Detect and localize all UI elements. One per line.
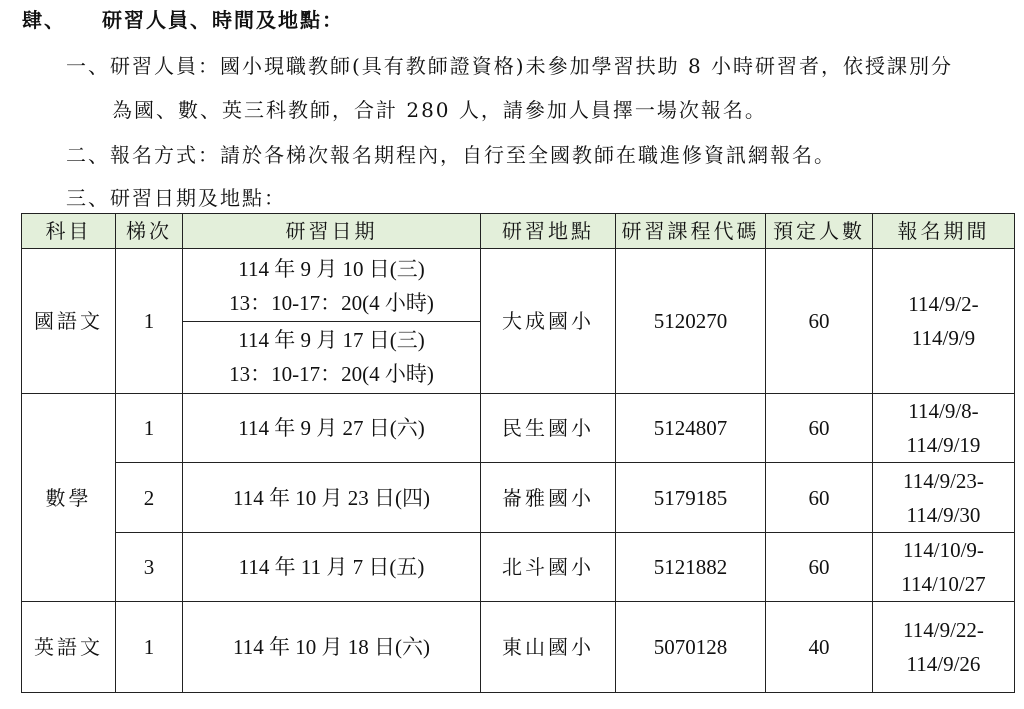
cell-subject: 國語文 — [22, 249, 116, 394]
cell-course-code: 5121882 — [616, 532, 766, 601]
cell-location: 北斗國小 — [481, 532, 616, 601]
date-slot — [183, 321, 480, 392]
date-line: 114 年 9 月 10 日(三) — [238, 256, 425, 281]
cell-location: 民生國小 — [481, 394, 616, 463]
period-start: 114/9/8- — [908, 399, 979, 424]
cell-course-code: 5124807 — [616, 394, 766, 463]
table-row — [22, 249, 1015, 394]
cell-date: 114 年 10 月 18 日(六) — [183, 601, 481, 692]
header-location: 研習地點 — [481, 214, 616, 249]
cell-period — [873, 463, 1015, 532]
period-end: 114/9/30 — [906, 502, 981, 527]
cell-date: 114 年 11 月 7 日(五) — [183, 532, 481, 601]
cell-session: 1 — [116, 249, 183, 394]
period-end: 114/9/19 — [906, 433, 981, 458]
header-date: 研習日期 — [183, 214, 481, 249]
cell-subject: 數學 — [22, 394, 116, 601]
table-row — [22, 463, 1015, 532]
header-course-code: 研習課程代碼 — [616, 214, 766, 249]
date-slot — [183, 251, 480, 321]
item-personnel-line2: 為國、數、英三科教師，合計 280 人，請參加人員擇一場次報名。 — [112, 98, 767, 122]
cell-location: 東山國小 — [481, 601, 616, 692]
item-registration: 二、報名方式：請於各梯次報名期程內，自行至全國教師在職進修資訊網報名。 — [66, 143, 836, 167]
cell-subject: 英語文 — [22, 601, 116, 692]
period-start: 114/10/9- — [903, 537, 984, 562]
period-start: 114/9/2- — [908, 292, 979, 317]
cell-location: 崙雅國小 — [481, 463, 616, 532]
item-schedule-title: 三、研習日期及地點： — [66, 186, 286, 210]
header-subject: 科目 — [22, 214, 116, 249]
cell-session: 2 — [116, 463, 183, 532]
cell-course-code: 5179185 — [616, 463, 766, 532]
cell-session: 1 — [116, 601, 183, 692]
cell-period — [873, 249, 1015, 394]
cell-session: 3 — [116, 532, 183, 601]
cell-date: 114 年 9 月 27 日(六) — [183, 394, 481, 463]
item-personnel-line1: 一、研習人員：國小現職教師(具有教師證資格)未參加學習扶助 8 小時研習者，依授課別分 — [66, 54, 954, 78]
table-row — [22, 601, 1015, 692]
cell-quota: 60 — [766, 532, 873, 601]
period-start: 114/9/22- — [903, 617, 984, 642]
section-title: 研習人員、時間及地點： — [102, 8, 344, 32]
cell-date — [183, 249, 481, 394]
cell-location: 大成國小 — [481, 249, 616, 394]
cell-course-code: 5070128 — [616, 601, 766, 692]
period-end: 114/9/26 — [906, 651, 981, 676]
section-heading — [22, 6, 344, 34]
table-row — [22, 532, 1015, 601]
period-start: 114/9/23- — [903, 468, 984, 493]
cell-period — [873, 532, 1015, 601]
header-session: 梯次 — [116, 214, 183, 249]
header-period: 報名期間 — [873, 214, 1015, 249]
cell-course-code: 5120270 — [616, 249, 766, 394]
date-line: 114 年 9 月 17 日(三) — [238, 327, 425, 352]
schedule-table — [21, 213, 1015, 693]
section-number: 肆、 — [22, 8, 66, 32]
cell-date: 114 年 10 月 23 日(四) — [183, 463, 481, 532]
header-quota: 預定人數 — [766, 214, 873, 249]
cell-quota: 60 — [766, 394, 873, 463]
cell-quota: 40 — [766, 601, 873, 692]
cell-quota: 60 — [766, 249, 873, 394]
period-end: 114/10/27 — [901, 571, 986, 596]
cell-period — [873, 601, 1015, 692]
table-header-row — [22, 214, 1015, 249]
period-end: 114/9/9 — [911, 326, 976, 351]
table-row — [22, 394, 1015, 463]
time-line: 13：10-17：20(4 小時) — [229, 361, 434, 386]
cell-quota: 60 — [766, 463, 873, 532]
time-line: 13：10-17：20(4 小時) — [229, 290, 434, 315]
cell-period — [873, 394, 1015, 463]
cell-session: 1 — [116, 394, 183, 463]
